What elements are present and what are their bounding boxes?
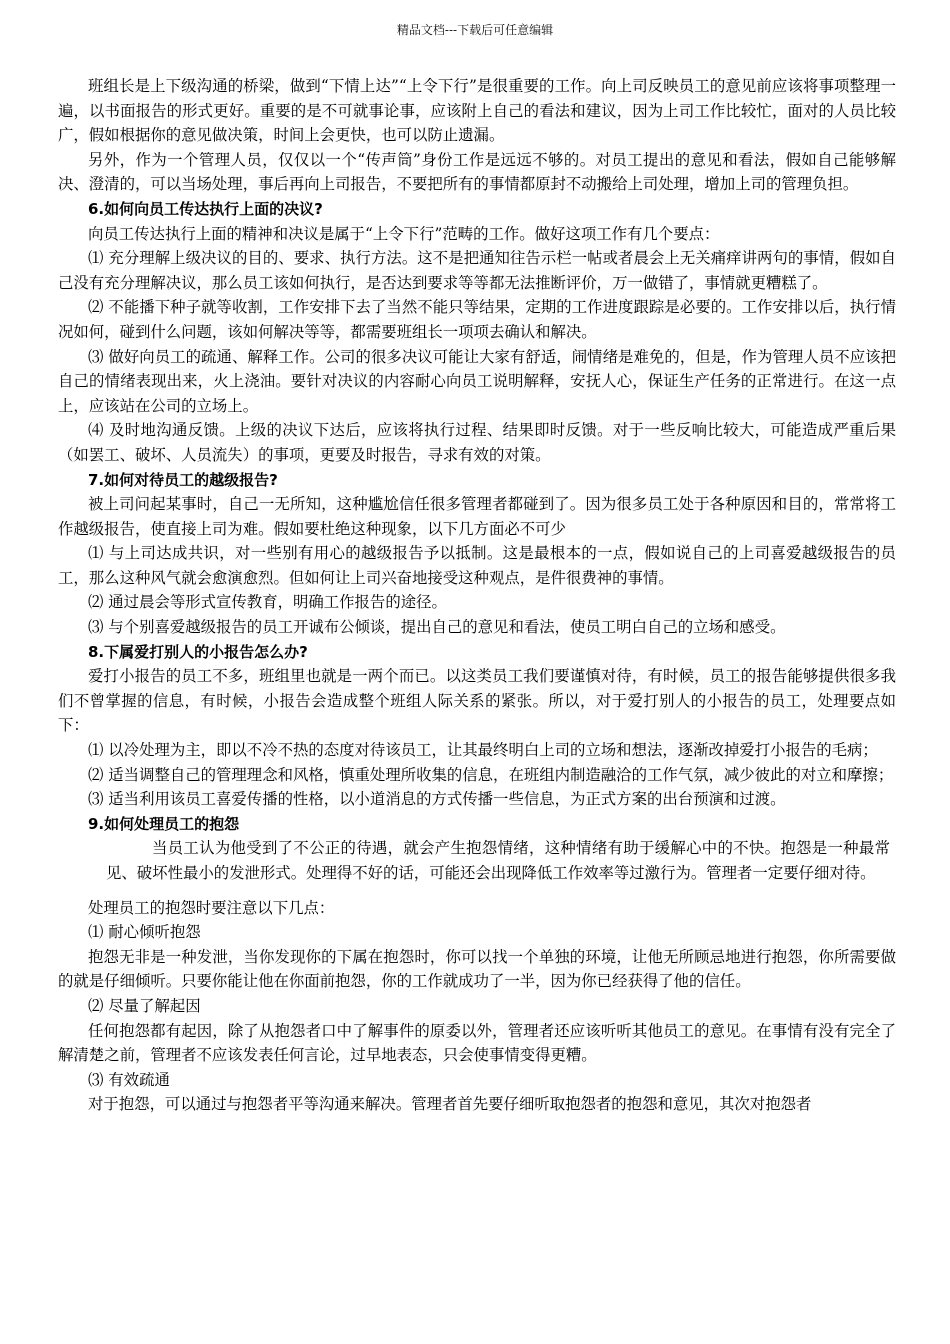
body-paragraph: ⑴ 充分理解上级决议的目的、要求、执行方法。这不是把通知往告示栏一帖或者晨会上无关痛痒讲两句的事情，假如自己没有充分理解决议，那么员工该如何执行，是否达到要求等等都无法推断评价，万一做错了，事情就更糟糕了。	[58, 249, 896, 292]
paragraph-gap	[58, 886, 896, 896]
body-paragraph: ⑵ 不能播下种子就等收割，工作安排下去了当然不能只等结果，定期的工作进度跟踪是必要的。工作安排以后，执行情况如何，碰到什么问题，该如何解决等等，都需要班组长一项项去确认和解决。	[58, 298, 896, 341]
body-paragraph: 另外，作为一个管理人员，仅仅以一个“传声筒”身份工作是远远不够的。对员工提出的意见和看法，假如自己能够解决、澄清的，可以当场处理，事后再向上司报告，不要把所有的事情都原封不动搬给上司处理，增加上司的管理负担。	[58, 150, 896, 194]
body-paragraph: ⑵ 尽量了解起因	[88, 996, 201, 1015]
section-heading: 8.下属爱打别人的小报告怎么办?	[88, 642, 308, 661]
document-body	[58, 74, 896, 1117]
body-paragraph: 处理员工的抱怨时要注意以下几点：	[88, 898, 335, 917]
body-paragraph: ⑵ 适当调整自己的管理理念和风格，慎重处理所收集的信息，在班组内制造融洽的工作气氛，减少彼此的对立和摩擦；	[88, 765, 894, 784]
body-paragraph: ⑷ 及时地沟通反馈。上级的决议下达后，应该将执行过程、结果即时反馈。对于一些反响比较大，可能造成严重后果（如罢工、破坏、人员流失）的事项，更要及时报告，寻求有效的对策。	[58, 421, 896, 464]
body-paragraph: ⑴ 与上司达成共识，对一些别有用心的越级报告予以抵制。这是最根本的一点，假如说自己的上司喜爱越级报告的员工，那么这种风气就会愈演愈烈。但如何让上司兴奋地接受这种观点，是件很费神的事情。	[58, 544, 896, 587]
body-paragraph: 当员工认为他受到了不公正的待遇，就会产生抱怨情绪，这种情绪有助于缓解心中的不快。抱怨是一种最常见、破坏性最小的发泄形式。处理得不好的话，可能还会出现降低工作效率等过激行为。管理者一定要仔细对待。	[106, 839, 890, 882]
section-heading: 7.如何对待员工的越级报告?	[88, 470, 278, 489]
body-paragraph: 抱怨无非是一种发泄，当你发现你的下属在抱怨时，你可以找一个单独的环境，让他无所顾忌地进行抱怨，你所需要做的就是仔细倾听。只要你能让他在你面前抱怨，你的工作就成功了一半，因为你已经获得了他的信任。	[58, 947, 896, 991]
body-paragraph: ⑴ 耐心倾听抱怨	[88, 923, 201, 942]
body-paragraph: 向员工传达执行上面的精神和决议是属于“上令下行”范畴的工作。做好这项工作有几个要点：	[88, 224, 720, 243]
body-paragraph: 班组长是上下级沟通的桥梁，做到“下情上达”“上令下行”是很重要的工作。向上司反映员工的意见前应该将事项整理一遍，以书面报告的形式更好。重要的是不可就事论事，应该附上自己的看法和建议，因为上司工作比较忙，面对的人员比较广，假如根据你的意见做决策，时间上会更快，也可以防止遗漏。	[58, 77, 896, 145]
page-header: 精品文档---下载后可任意编辑	[396, 23, 554, 37]
body-paragraph: 爱打小报告的员工不多，班组里也就是一两个而已。以这类员工我们要谨慎对待，有时候，员工的报告能够提供很多我们不曾掌握的信息，有时候，小报告会造成整个班组人际关系的紧张。所以，对于爱打别人的小报告的员工，处理要点如下：	[58, 667, 896, 735]
section-heading: 9.如何处理员工的抱怨	[88, 814, 240, 833]
body-paragraph: ⑶ 有效疏通	[88, 1070, 170, 1089]
body-paragraph: ⑴ 以冷处理为主，即以不冷不热的态度对待该员工，让其最终明白上司的立场和想法，逐渐改掉爱打小报告的毛病；	[88, 741, 878, 760]
body-paragraph: ⑵ 通过晨会等形式宣传教育，明确工作报告的途径。	[88, 593, 447, 612]
section-heading: 6.如何向员工传达执行上面的决议?	[88, 199, 323, 218]
body-paragraph: 对于抱怨，可以通过与抱怨者平等沟通来解决。管理者首先要仔细听取抱怨者的抱怨和意见，其次对抱怨者	[88, 1095, 812, 1114]
body-paragraph: 被上司问起某事时，自己一无所知，这种尴尬信任很多管理者都碰到了。因为很多员工处于各种原因和目的，常常将工作越级报告，使直接上司为难。假如要杜绝这种现象，以下几方面必不可少	[58, 495, 896, 538]
body-paragraph: ⑶ 与个别喜爱越级报告的员工开诚布公倾谈，提出自己的意见和看法，使员工明白自己的立场和感受。	[88, 618, 786, 637]
body-paragraph: ⑶ 适当利用该员工喜爱传播的性格，以小道消息的方式传播一些信息，为正式方案的出台预演和过渡。	[88, 790, 786, 809]
body-paragraph: ⑶ 做好向员工的疏通、解释工作。公司的很多决议可能让大家有舒适，闹情绪是难免的，但是，作为管理人员不应该把自己的情绪表现出来，火上浇油。要针对决议的内容耐心向员工说明解释，安抚人心，保证生产任务的正常进行。在这一点上，应该站在公司的立场上。	[58, 347, 896, 415]
body-paragraph: 任何抱怨都有起因，除了从抱怨者口中了解事件的原委以外，管理者还应该听听其他员工的意见。在事情有没有完全了解清楚之前，管理者不应该发表任何言论，过早地表态，只会使事情变得更糟。	[58, 1021, 896, 1065]
